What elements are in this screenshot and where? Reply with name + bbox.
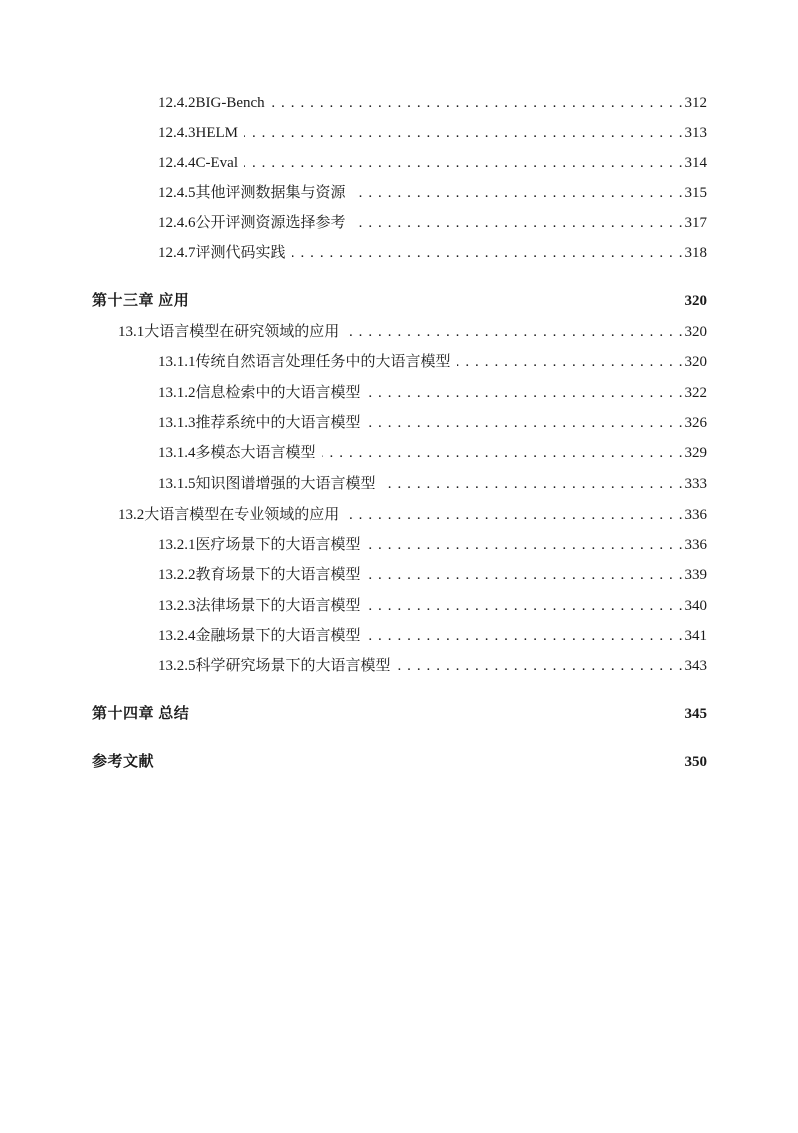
toc-page-number: 313 — [684, 125, 707, 141]
dot-leader — [457, 352, 683, 372]
toc-title: 评测代码实践 — [195, 245, 286, 261]
toc-page-number: 336 — [684, 537, 707, 553]
toc-chapter-title: 第十四章 总结 — [92, 706, 190, 722]
toc-title: 其他评测数据集与资源 — [195, 185, 346, 201]
toc-number: 13.2.5 — [158, 658, 196, 674]
toc-title: 大语言模型在专业领域的应用 — [144, 507, 340, 523]
toc-page-number: 320 — [684, 354, 707, 370]
toc-page-number: 320 — [684, 293, 707, 309]
toc-number: 12.4.7 — [158, 245, 196, 261]
toc-number: 13.1.4 — [158, 445, 196, 461]
dot-leader — [397, 656, 683, 676]
toc-title: 金融场景下的大语言模型 — [195, 628, 361, 644]
toc-chapter-title: 参考文献 — [92, 754, 155, 770]
dot-leader — [244, 123, 683, 143]
dot-leader — [322, 443, 683, 463]
toc-page-number: 341 — [684, 628, 707, 644]
dot-leader — [367, 535, 683, 555]
toc-number: 13.1 — [118, 324, 145, 340]
dot-leader — [367, 383, 683, 403]
toc-number: 12.4.3 — [158, 125, 196, 141]
toc-number: 12.4.2 — [158, 95, 196, 111]
toc-title: 医疗场景下的大语言模型 — [195, 537, 361, 553]
toc-number: 13.2.2 — [158, 567, 196, 583]
toc-entry-13-2-1[interactable] — [92, 535, 707, 555]
toc-title: BIG-Bench — [195, 95, 265, 111]
toc-number: 13.1.3 — [158, 415, 196, 431]
dot-leader — [271, 93, 683, 113]
dot-leader — [367, 565, 683, 585]
toc-references[interactable] — [92, 752, 707, 772]
toc-page-number: 340 — [684, 598, 707, 614]
toc-title: 传统自然语言处理任务中的大语言模型 — [195, 354, 451, 370]
toc-number: 12.4.6 — [158, 215, 196, 231]
toc-title: 教育场景下的大语言模型 — [195, 567, 361, 583]
toc-entry-13-1-2[interactable] — [92, 383, 707, 403]
toc-page-number: 329 — [684, 445, 707, 461]
toc-entry-12-4-7[interactable] — [92, 243, 707, 263]
toc-title: 推荐系统中的大语言模型 — [195, 415, 361, 431]
dot-leader — [367, 596, 683, 616]
toc-section-13-1[interactable] — [92, 322, 707, 342]
toc-page-number: 343 — [684, 658, 707, 674]
toc-entry-13-1-3[interactable] — [92, 413, 707, 433]
toc-number: 13.1.2 — [158, 385, 196, 401]
toc-number: 13.2.4 — [158, 628, 196, 644]
toc-page-number: 350 — [684, 754, 707, 770]
dot-leader — [345, 322, 682, 342]
toc-number: 13.2 — [118, 507, 145, 523]
toc-page-number: 339 — [684, 567, 707, 583]
toc-entry-13-2-4[interactable] — [92, 626, 707, 646]
dot-leader — [292, 243, 683, 263]
toc-page-number: 315 — [684, 185, 707, 201]
toc-title: C-Eval — [195, 155, 238, 171]
toc-chapter-14[interactable] — [92, 704, 707, 724]
toc-title: HELM — [195, 125, 238, 141]
toc-number: 13.1.5 — [158, 476, 196, 492]
toc-title: 公开评测资源选择参考 — [195, 215, 346, 231]
toc-chapter-title: 第十三章 应用 — [92, 293, 190, 309]
toc-entry-13-2-3[interactable] — [92, 596, 707, 616]
dot-leader — [367, 626, 683, 646]
dot-leader — [345, 505, 682, 525]
toc-chapter-13[interactable] — [92, 291, 707, 311]
toc-page-number: 318 — [684, 245, 707, 261]
toc-entry-12-4-5[interactable] — [92, 183, 707, 203]
toc-page-number: 333 — [684, 476, 707, 492]
toc-page-number: 345 — [684, 706, 707, 722]
dot-leader — [352, 183, 683, 203]
toc-page-number: 322 — [684, 385, 707, 401]
toc-page-number: 320 — [684, 324, 707, 340]
toc-number: 13.1.1 — [158, 354, 196, 370]
toc-title: 大语言模型在研究领域的应用 — [144, 324, 340, 340]
dot-leader — [244, 153, 683, 173]
toc-entry-12-4-6[interactable] — [92, 213, 707, 233]
toc-number: 13.2.3 — [158, 598, 196, 614]
toc-entry-13-1-5[interactable] — [92, 474, 707, 494]
toc-page-number: 314 — [684, 155, 707, 171]
toc-entry-12-4-4[interactable] — [92, 153, 707, 173]
dot-leader — [382, 474, 683, 494]
toc-section-13-2[interactable] — [92, 505, 707, 525]
toc-number: 13.2.1 — [158, 537, 196, 553]
toc-title: 科学研究场景下的大语言模型 — [195, 658, 391, 674]
toc-number: 12.4.5 — [158, 185, 196, 201]
toc-entry-13-2-5[interactable] — [92, 656, 707, 676]
toc-entry-13-2-2[interactable] — [92, 565, 707, 585]
toc-page-number: 336 — [684, 507, 707, 523]
dot-leader — [367, 413, 683, 433]
toc-title: 信息检索中的大语言模型 — [195, 385, 361, 401]
toc-entry-12-4-3[interactable] — [92, 123, 707, 143]
toc-page-number: 326 — [684, 415, 707, 431]
toc-title: 多模态大语言模型 — [195, 445, 316, 461]
toc-title: 法律场景下的大语言模型 — [195, 598, 361, 614]
toc-entry-13-1-1[interactable] — [92, 352, 707, 372]
toc-number: 12.4.4 — [158, 155, 196, 171]
toc-page-number: 312 — [684, 95, 707, 111]
toc-entry-12-4-2[interactable] — [92, 93, 707, 113]
toc-page-number: 317 — [684, 215, 707, 231]
dot-leader — [352, 213, 683, 233]
toc-title: 知识图谱增强的大语言模型 — [195, 476, 376, 492]
toc-entry-13-1-4[interactable] — [92, 443, 707, 463]
